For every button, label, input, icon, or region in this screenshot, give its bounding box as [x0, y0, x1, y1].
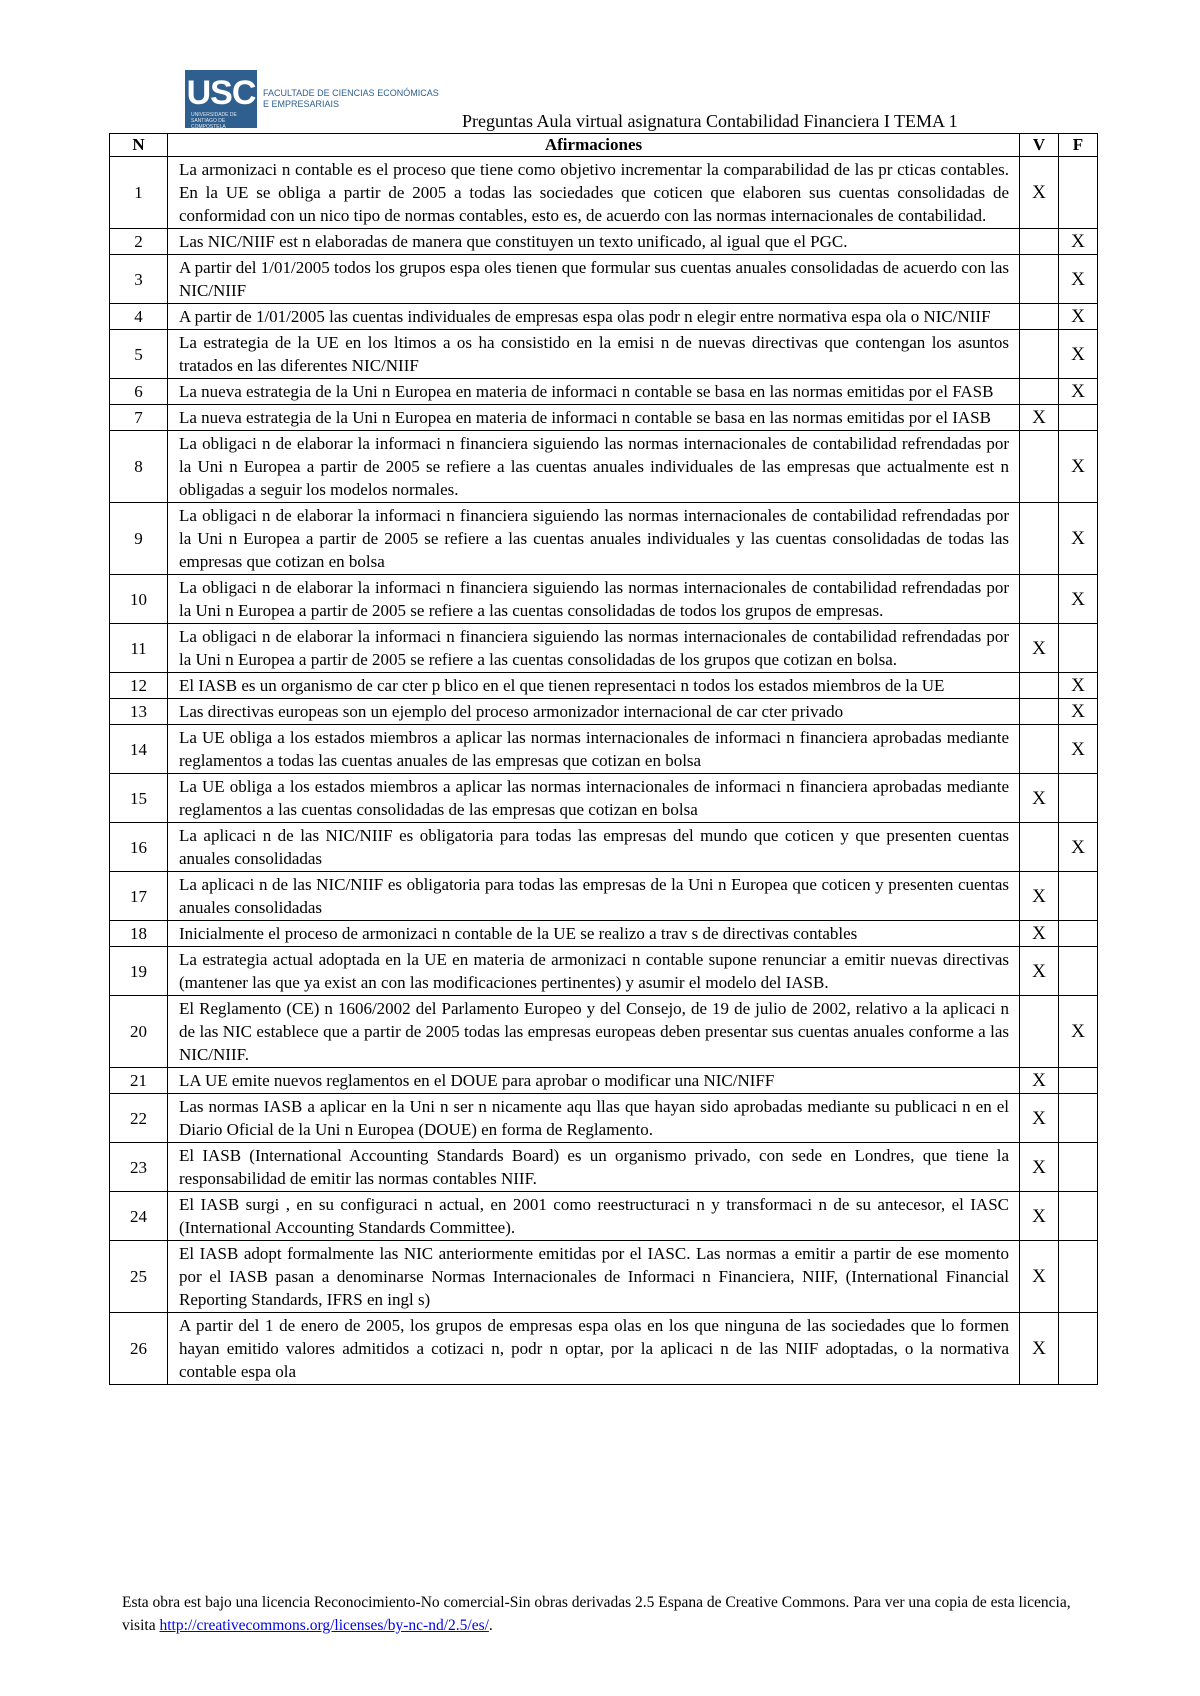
table-row	[110, 157, 1098, 229]
table-row	[110, 872, 1098, 921]
logo-subtitle: UNIVERSIDADE DE SANTIAGO DE COMPOSTELA	[191, 112, 237, 130]
false-mark: X	[1059, 304, 1098, 330]
faculty-name-line2: E EMPRESARIAIS	[263, 99, 340, 109]
table-row	[110, 624, 1098, 673]
false-mark	[1059, 1241, 1098, 1313]
row-number: 14	[110, 725, 168, 774]
statement-text: La armonizaci n contable es el proceso que tiene como objetivo incrementar la comparabilidad de las pr cticas contables. En la UE se obliga a partir de 2005 a todas las sociedades que coticen que elaboren sus cuentas consolidadas de conformidad con un nico tipo de normas contables, esto es, de acuerdo con las normas internacionales de contabilidad.	[168, 157, 1020, 229]
table-row	[110, 431, 1098, 503]
header-false: F	[1059, 134, 1098, 157]
statement-text: La aplicaci n de las NIC/NIIF es obligatoria para todas las empresas del mundo que coticen y que presenten cuentas anuales consolidadas	[168, 823, 1020, 872]
faculty-name-line1: FACULTADE DE CIENCIAS ECONÓMICAS	[263, 88, 439, 98]
university-logo	[185, 70, 439, 128]
row-number: 8	[110, 431, 168, 503]
row-number: 12	[110, 673, 168, 699]
row-number: 6	[110, 379, 168, 405]
true-mark	[1020, 304, 1059, 330]
table-row	[110, 255, 1098, 304]
statement-text: Las normas IASB a aplicar en la Uni n ser n nicamente aqu llas que hayan sido aprobadas mediante su publicaci n en el Diario Oficial de la Uni n Europea (DOUE) en forma de Reglamento.	[168, 1094, 1020, 1143]
statement-text: Inicialmente el proceso de armonizaci n contable de la UE se realizo a trav s de directivas contables	[168, 921, 1020, 947]
row-number: 10	[110, 575, 168, 624]
false-mark: X	[1059, 725, 1098, 774]
false-mark: X	[1059, 431, 1098, 503]
table-row	[110, 1241, 1098, 1313]
table-row	[110, 774, 1098, 823]
license-link[interactable]: http://creativecommons.org/licenses/by-nc-nd/2.5/es/	[159, 1617, 489, 1634]
true-mark	[1020, 673, 1059, 699]
row-number: 3	[110, 255, 168, 304]
row-number: 19	[110, 947, 168, 996]
header-true: V	[1020, 134, 1059, 157]
true-mark	[1020, 330, 1059, 379]
table-row	[110, 1143, 1098, 1192]
false-mark	[1059, 1313, 1098, 1385]
table-row	[110, 1313, 1098, 1385]
true-mark: X	[1020, 1241, 1059, 1313]
true-mark: X	[1020, 405, 1059, 431]
row-number: 11	[110, 624, 168, 673]
false-mark	[1059, 1143, 1098, 1192]
true-mark	[1020, 699, 1059, 725]
true-mark: X	[1020, 1143, 1059, 1192]
license-text: Esta obra est bajo una licencia Reconocimiento-No comercial-Sin obras derivadas 2.5 Espana de Creative Commons. Para ver una copia de esta licencia, visita	[122, 1594, 1071, 1634]
table-row	[110, 229, 1098, 255]
row-number: 24	[110, 1192, 168, 1241]
table-row	[110, 575, 1098, 624]
table-row	[110, 405, 1098, 431]
table-row	[110, 921, 1098, 947]
false-mark: X	[1059, 255, 1098, 304]
logo-acronym: USC	[186, 74, 256, 112]
row-number: 16	[110, 823, 168, 872]
statement-text: El Reglamento (CE) n 1606/2002 del Parlamento Europeo y del Consejo, de 19 de julio de 2002, relativo a la aplicaci n de las NIC establece que a partir de 2005 todas las empresas europeas deben presentar sus cuentas anuales conforme a las NIC/NIIF.	[168, 996, 1020, 1068]
statement-text: La estrategia actual adoptada en la UE en materia de armonizaci n contable supone renunciar a emitir nuevas directivas (mantener las que ya exist an con las modificaciones pertinentes) y asumir el modelo del IASB.	[168, 947, 1020, 996]
true-mark	[1020, 996, 1059, 1068]
questions-table	[109, 133, 1098, 1385]
table-row	[110, 379, 1098, 405]
false-mark: X	[1059, 823, 1098, 872]
table-row	[110, 673, 1098, 699]
statement-text: La obligaci n de elaborar la informaci n financiera siguiendo las normas internacionales de contabilidad refrendadas por la Uni n Europea a partir de 2005 se refiere a las cuentas consolidadas de los grupos que cotizan en bolsa.	[168, 624, 1020, 673]
row-number: 7	[110, 405, 168, 431]
faculty-name	[263, 88, 439, 110]
statement-text: A partir de 1/01/2005 las cuentas individuales de empresas espa olas podr n elegir entre normativa espa ola o NIC/NIIF	[168, 304, 1020, 330]
row-number: 15	[110, 774, 168, 823]
table-body	[110, 157, 1098, 1385]
table-row	[110, 823, 1098, 872]
statement-text: La UE obliga a los estados miembros a aplicar las normas internacionales de informaci n financiera aprobadas mediante reglamentos a todas las cuentas anuales de las empresas que cotizan en bolsa	[168, 725, 1020, 774]
true-mark: X	[1020, 624, 1059, 673]
false-mark	[1059, 1094, 1098, 1143]
statement-text: A partir del 1 de enero de 2005, los grupos de empresas espa olas en los que ninguna de las sociedades que lo formen hayan emitido valores admitidos a cotizaci n, podr n optar, por la aplicaci n de las NIIF adoptadas, o la normativa contable espa ola	[168, 1313, 1020, 1385]
statement-text: La obligaci n de elaborar la informaci n financiera siguiendo las normas internacionales de contabilidad refrendadas por la Uni n Europea a partir de 2005 se refiere a las cuentas anuales individuales de las empresas que actualmente est n obligadas a seguir los modelos normales.	[168, 431, 1020, 503]
row-number: 2	[110, 229, 168, 255]
table-row	[110, 1094, 1098, 1143]
true-mark: X	[1020, 1094, 1059, 1143]
statement-text: El IASB surgi , en su configuraci n actual, en 2001 como reestructuraci n y transformaci n de su antecesor, el IASC (International Accounting Standards Committee).	[168, 1192, 1020, 1241]
false-mark	[1059, 774, 1098, 823]
false-mark: X	[1059, 996, 1098, 1068]
usc-logo-mark	[185, 70, 257, 128]
false-mark: X	[1059, 575, 1098, 624]
false-mark	[1059, 157, 1098, 229]
row-number: 13	[110, 699, 168, 725]
table-row	[110, 699, 1098, 725]
true-mark: X	[1020, 157, 1059, 229]
false-mark	[1059, 1068, 1098, 1094]
false-mark	[1059, 624, 1098, 673]
false-mark	[1059, 921, 1098, 947]
table-row	[110, 1192, 1098, 1241]
statement-text: La estrategia de la UE en los ltimos a os ha consistido en la emisi n de nuevas directivas que contengan los asuntos tratados en las diferentes NIC/NIIF	[168, 330, 1020, 379]
true-mark	[1020, 725, 1059, 774]
true-mark	[1020, 229, 1059, 255]
row-number: 21	[110, 1068, 168, 1094]
row-number: 26	[110, 1313, 168, 1385]
false-mark	[1059, 1192, 1098, 1241]
row-number: 17	[110, 872, 168, 921]
statement-text: El IASB adopt formalmente las NIC anteriormente emitidas por el IASC. Las normas a emitir a partir de ese momento por el IASB pasan a denominarse Normas Internacionales de Informaci n Financiera, NIIF, (International Financial Reporting Standards, IFRS en ingl s)	[168, 1241, 1020, 1313]
statement-text: A partir del 1/01/2005 todos los grupos espa oles tienen que formular sus cuentas anuales consolidadas de acuerdo con las NIC/NIIF	[168, 255, 1020, 304]
false-mark	[1059, 947, 1098, 996]
true-mark	[1020, 431, 1059, 503]
false-mark: X	[1059, 673, 1098, 699]
row-number: 4	[110, 304, 168, 330]
table-row	[110, 503, 1098, 575]
statement-text: LA UE emite nuevos reglamentos en el DOUE para aprobar o modificar una NIC/NIFF	[168, 1068, 1020, 1094]
license-end: .	[488, 1617, 493, 1634]
statement-text: El IASB (International Accounting Standards Board) es un organismo privado, con sede en Londres, que tiene la responsabilidad de emitir las normas contables NIIF.	[168, 1143, 1020, 1192]
header-number: N	[110, 134, 168, 157]
row-number: 9	[110, 503, 168, 575]
table-row	[110, 725, 1098, 774]
row-number: 20	[110, 996, 168, 1068]
true-mark: X	[1020, 1192, 1059, 1241]
statement-text: La nueva estrategia de la Uni n Europea en materia de informaci n contable se basa en las normas emitidas por el IASB	[168, 405, 1020, 431]
true-mark	[1020, 379, 1059, 405]
true-mark	[1020, 503, 1059, 575]
table-header-row	[110, 134, 1098, 157]
header-statements: Afirmaciones	[168, 134, 1020, 157]
true-mark	[1020, 823, 1059, 872]
true-mark	[1020, 255, 1059, 304]
true-mark: X	[1020, 774, 1059, 823]
table-row	[110, 996, 1098, 1068]
false-mark: X	[1059, 330, 1098, 379]
row-number: 23	[110, 1143, 168, 1192]
true-mark: X	[1020, 921, 1059, 947]
statement-text: La nueva estrategia de la Uni n Europea en materia de informaci n contable se basa en las normas emitidas por el FASB	[168, 379, 1020, 405]
table-row	[110, 304, 1098, 330]
table-row	[110, 947, 1098, 996]
statement-text: La aplicaci n de las NIC/NIIF es obligatoria para todas las empresas de la Uni n Europea que coticen y presenten cuentas anuales consolidadas	[168, 872, 1020, 921]
statement-text: La obligaci n de elaborar la informaci n financiera siguiendo las normas internacionales de contabilidad refrendadas por la Uni n Europea a partir de 2005 se refiere a las cuentas consolidadas de todos los grupos de empresas.	[168, 575, 1020, 624]
row-number: 18	[110, 921, 168, 947]
page-title: Preguntas Aula virtual asignatura Contabilidad Financiera I TEMA 1	[462, 111, 958, 131]
statement-text: La UE obliga a los estados miembros a aplicar las normas internacionales de informaci n financiera aprobadas mediante reglamentos a las cuentas consolidadas de las empresas que cotizan en bolsa	[168, 774, 1020, 823]
row-number: 22	[110, 1094, 168, 1143]
false-mark: X	[1059, 229, 1098, 255]
false-mark: X	[1059, 503, 1098, 575]
row-number: 5	[110, 330, 168, 379]
statement-text: La obligaci n de elaborar la informaci n financiera siguiendo las normas internacionales de contabilidad refrendadas por la Uni n Europea a partir de 2005 se refiere a las cuentas anuales individuales y las cuentas consolidadas de todas las empresas que cotizan en bolsa	[168, 503, 1020, 575]
false-mark	[1059, 872, 1098, 921]
table-row	[110, 1068, 1098, 1094]
false-mark: X	[1059, 699, 1098, 725]
false-mark: X	[1059, 379, 1098, 405]
statement-text: El IASB es un organismo de car cter p blico en el que tienen representaci n todos los estados miembros de la UE	[168, 673, 1020, 699]
table-row	[110, 330, 1098, 379]
true-mark: X	[1020, 1068, 1059, 1094]
row-number: 25	[110, 1241, 168, 1313]
statement-text: Las directivas europeas son un ejemplo del proceso armonizador internacional de car cter privado	[168, 699, 1020, 725]
true-mark: X	[1020, 1313, 1059, 1385]
false-mark	[1059, 405, 1098, 431]
row-number: 1	[110, 157, 168, 229]
license-footer	[122, 1591, 1102, 1637]
true-mark: X	[1020, 947, 1059, 996]
statement-text: Las NIC/NIIF est n elaboradas de manera que constituyen un texto unificado, al igual que el PGC.	[168, 229, 1020, 255]
true-mark	[1020, 575, 1059, 624]
true-mark: X	[1020, 872, 1059, 921]
